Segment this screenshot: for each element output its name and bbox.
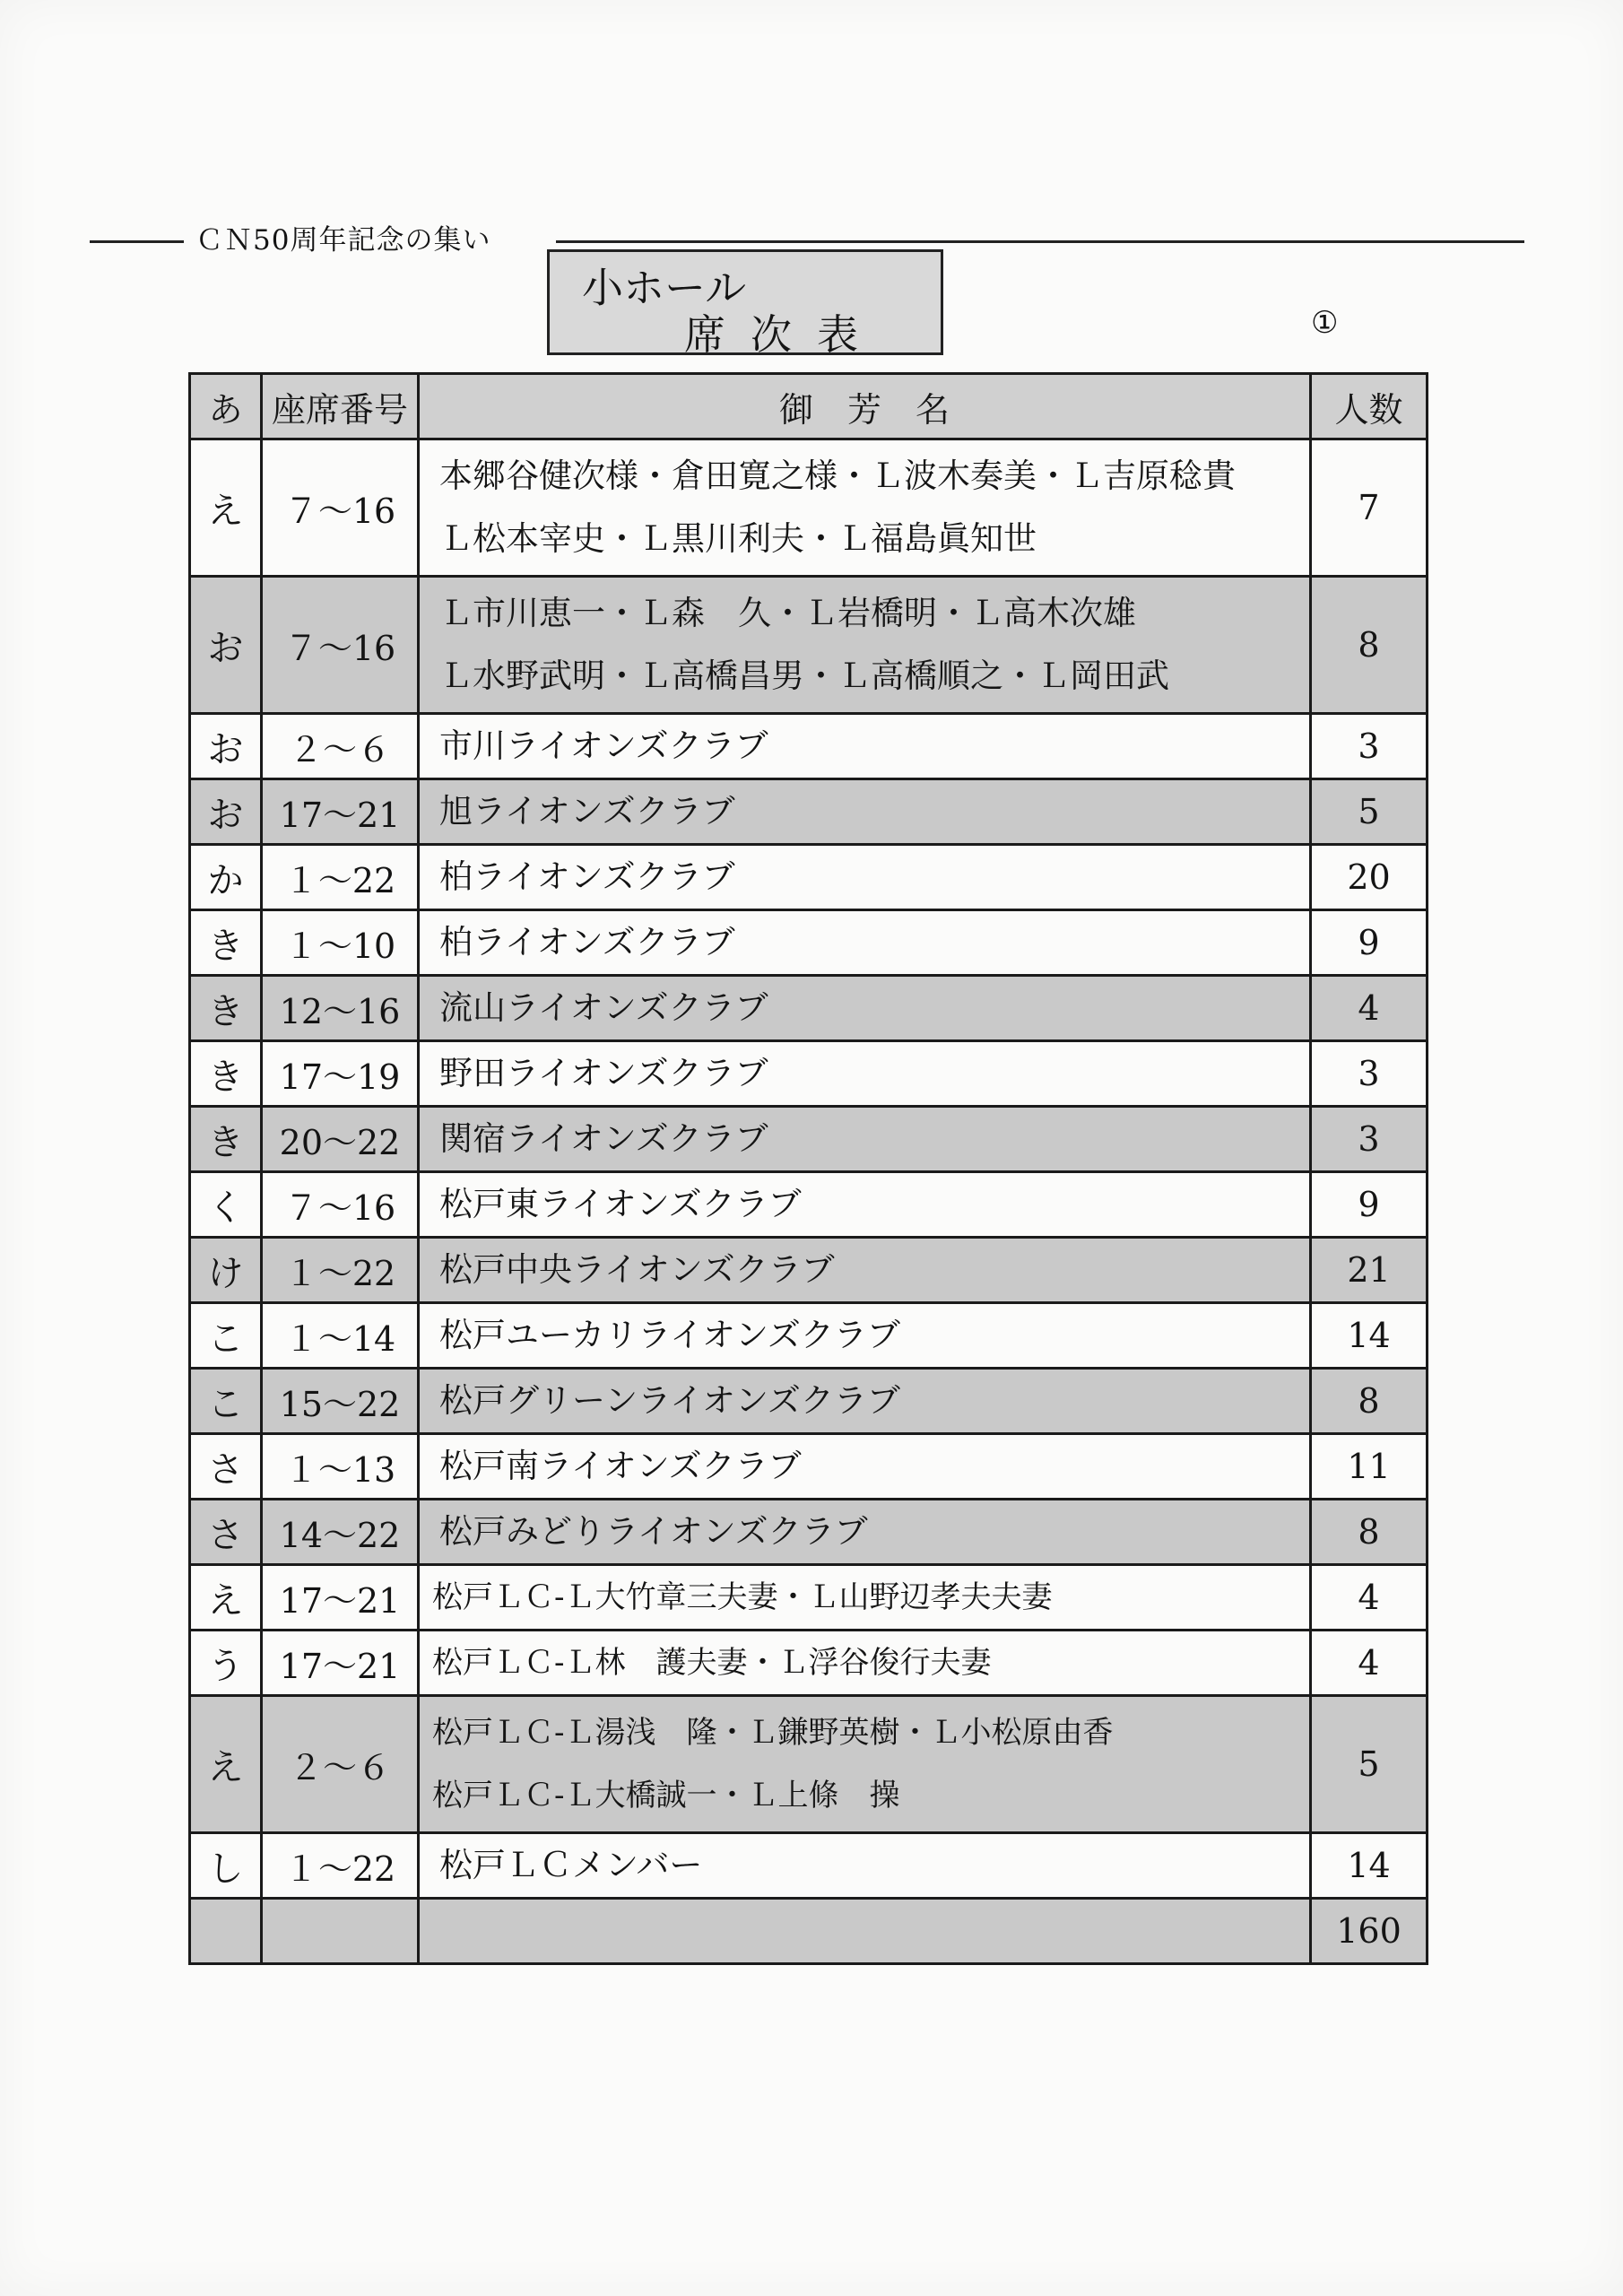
row-seat-range: １～22 (262, 1238, 419, 1303)
name-line: 松戸ＬＣメンバー (439, 1846, 703, 1884)
header-names: 御 芳 名 (419, 374, 1311, 439)
table-row (190, 976, 1428, 1041)
row-count: 8 (1311, 1500, 1428, 1565)
table-row (190, 439, 1428, 577)
table-row (190, 1500, 1428, 1565)
table-row (190, 1369, 1428, 1434)
name-line: 松戸南ライオンズクラブ (439, 1447, 802, 1485)
row-names (419, 714, 1311, 779)
row-count: 11 (1311, 1434, 1428, 1500)
row-seat-range: 14～22 (262, 1500, 419, 1565)
total-row (190, 1899, 1428, 1964)
name-line: 旭ライオンズクラブ (439, 792, 735, 831)
row-names (419, 1172, 1311, 1238)
row-seat-range: 17～19 (262, 1041, 419, 1107)
name-line: 市川ライオンズクラブ (439, 726, 768, 765)
row-count: 5 (1311, 779, 1428, 845)
name-line: Ｌ松本宰史・Ｌ黒川利夫・Ｌ福島眞知世 (439, 519, 1037, 558)
row-kana: し (190, 1833, 262, 1899)
row-names (419, 1696, 1311, 1833)
row-count: 14 (1311, 1833, 1428, 1899)
row-names (419, 779, 1311, 845)
header-title: ＣＮ50周年記念の集い (195, 224, 491, 257)
row-seat-range: 20～22 (262, 1107, 419, 1172)
row-kana: え (190, 1565, 262, 1631)
table-row (190, 1041, 1428, 1107)
name-line: 松戸ＬＣ-Ｌ林 護夫妻・Ｌ浮谷俊行夫妻 (432, 1645, 992, 1681)
row-names (419, 1238, 1311, 1303)
row-seat-range: １～10 (262, 910, 419, 976)
row-count: 9 (1311, 910, 1428, 976)
header-rule-left (90, 240, 184, 243)
row-kana: き (190, 1041, 262, 1107)
row-kana: さ (190, 1500, 262, 1565)
row-count: 14 (1311, 1303, 1428, 1369)
row-seat-range: 17～21 (262, 1565, 419, 1631)
table-title: 席次表 (684, 310, 883, 359)
row-names (419, 1369, 1311, 1434)
table-row (190, 714, 1428, 779)
row-seat-range: ７～16 (262, 439, 419, 577)
row-kana: え (190, 439, 262, 577)
name-line: 本郷谷健次様・倉田寛之様・Ｌ波木奏美・Ｌ吉原稔貴 (439, 457, 1236, 495)
total-seat (262, 1899, 419, 1964)
row-names (419, 1833, 1311, 1899)
row-count: 5 (1311, 1696, 1428, 1833)
name-line: Ｌ市川恵一・Ｌ森 久・Ｌ岩橋明・Ｌ高木次雄 (439, 594, 1136, 632)
name-line: 柏ライオンズクラブ (439, 857, 735, 896)
hall-name: 小ホール (582, 264, 747, 312)
row-seat-range: １～13 (262, 1434, 419, 1500)
table-row (190, 1172, 1428, 1238)
table-row (190, 779, 1428, 845)
table-row (190, 910, 1428, 976)
row-names (419, 1434, 1311, 1500)
row-seat-range: ７～16 (262, 1172, 419, 1238)
name-line: 柏ライオンズクラブ (439, 923, 735, 961)
name-line: 松戸グリーンライオンズクラブ (439, 1381, 900, 1420)
name-line: 松戸中央ライオンズクラブ (439, 1250, 835, 1289)
table-row (190, 1565, 1428, 1631)
header-seat: 座席番号 (262, 374, 419, 439)
row-seat-range: ２～６ (262, 1696, 419, 1833)
name-line: 松戸ＬＣ-Ｌ大橋誠一・Ｌ上條 操 (432, 1778, 900, 1813)
row-names (419, 1631, 1311, 1696)
row-names (419, 577, 1311, 714)
name-line: 松戸みどりライオンズクラブ (439, 1512, 868, 1551)
table-header-row (190, 374, 1428, 439)
row-kana: さ (190, 1434, 262, 1500)
total-names (419, 1899, 1311, 1964)
row-seat-range: 17～21 (262, 779, 419, 845)
row-names (419, 1303, 1311, 1369)
seating-table (188, 372, 1428, 1965)
row-kana: か (190, 845, 262, 910)
table-row (190, 1696, 1428, 1833)
row-names (419, 1565, 1311, 1631)
table-row (190, 1434, 1428, 1500)
name-line: 野田ライオンズクラブ (439, 1054, 768, 1092)
row-count: 3 (1311, 714, 1428, 779)
row-kana: き (190, 976, 262, 1041)
table-row (190, 845, 1428, 910)
total-kana (190, 1899, 262, 1964)
row-kana: う (190, 1631, 262, 1696)
row-seat-range: 15～22 (262, 1369, 419, 1434)
row-names (419, 1041, 1311, 1107)
name-line: 松戸ユーカリライオンズクラブ (439, 1316, 900, 1354)
row-count: 20 (1311, 845, 1428, 910)
title-box (547, 249, 943, 359)
table-row (190, 1303, 1428, 1369)
row-kana: お (190, 577, 262, 714)
name-line: 関宿ライオンズクラブ (439, 1119, 768, 1158)
row-count: 9 (1311, 1172, 1428, 1238)
row-names (419, 1107, 1311, 1172)
row-seat-range: 12～16 (262, 976, 419, 1041)
row-kana: こ (190, 1303, 262, 1369)
row-names (419, 910, 1311, 976)
table-row (190, 1107, 1428, 1172)
row-kana: く (190, 1172, 262, 1238)
row-count: 4 (1311, 1631, 1428, 1696)
row-seat-range: １～22 (262, 845, 419, 910)
row-count: 8 (1311, 1369, 1428, 1434)
row-kana: け (190, 1238, 262, 1303)
row-kana: え (190, 1696, 262, 1833)
row-names (419, 1500, 1311, 1565)
header-rule-right (556, 240, 1524, 243)
page-marker: ① (1311, 305, 1339, 341)
row-names (419, 845, 1311, 910)
row-names (419, 439, 1311, 577)
row-seat-range: ７～16 (262, 577, 419, 714)
header-count: 人数 (1311, 374, 1428, 439)
total-count: 160 (1311, 1899, 1428, 1964)
table-row (190, 577, 1428, 714)
name-line: 流山ライオンズクラブ (439, 988, 768, 1027)
row-kana: き (190, 1107, 262, 1172)
table-row (190, 1631, 1428, 1696)
row-kana: お (190, 714, 262, 779)
row-kana: き (190, 910, 262, 976)
row-kana: こ (190, 1369, 262, 1434)
row-count: 8 (1311, 577, 1428, 714)
row-count: 4 (1311, 1565, 1428, 1631)
name-line: 松戸東ライオンズクラブ (439, 1185, 802, 1223)
row-seat-range: １～22 (262, 1833, 419, 1899)
row-names (419, 976, 1311, 1041)
name-line: 松戸ＬＣ-Ｌ大竹章三夫妻・Ｌ山野辺孝夫夫妻 (432, 1579, 1053, 1615)
row-seat-range: １～14 (262, 1303, 419, 1369)
table-row (190, 1833, 1428, 1899)
name-line: Ｌ水野武明・Ｌ高橋昌男・Ｌ高橋順之・Ｌ岡田武 (439, 657, 1169, 695)
row-count: 4 (1311, 976, 1428, 1041)
name-line: 松戸ＬＣ-Ｌ湯浅 隆・Ｌ鎌野英樹・Ｌ小松原由香 (432, 1715, 1114, 1751)
row-count: 7 (1311, 439, 1428, 577)
row-count: 21 (1311, 1238, 1428, 1303)
header-kana: あ (190, 374, 262, 439)
row-seat-range: ２～６ (262, 714, 419, 779)
row-count: 3 (1311, 1107, 1428, 1172)
table-row (190, 1238, 1428, 1303)
row-count: 3 (1311, 1041, 1428, 1107)
row-seat-range: 17～21 (262, 1631, 419, 1696)
row-kana: お (190, 779, 262, 845)
